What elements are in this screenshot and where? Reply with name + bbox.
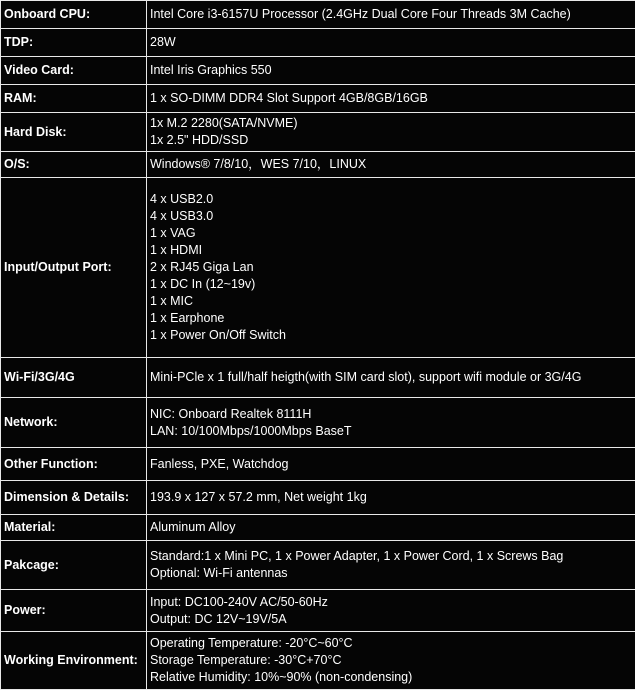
spec-value (147, 178, 635, 358)
spec-value (147, 515, 635, 541)
spec-row-package (1, 541, 635, 590)
spec-value (147, 85, 635, 113)
spec-value-line: Fanless, PXE, Watchdog (150, 456, 632, 473)
spec-value-line: Mini-PCle x 1 full/half heigth(with SIM card slot), support wifi module or 3G/4G (150, 369, 632, 386)
spec-value (147, 113, 635, 152)
spec-row-dimension (1, 481, 635, 515)
spec-label: TDP: (1, 29, 147, 57)
spec-value-line: 1 x Earphone (150, 310, 632, 327)
spec-value-line: Standard:1 x Mini PC, 1 x Power Adapter, 1 x Power Cord, 1 x Screws Bag (150, 548, 632, 565)
spec-value (147, 398, 635, 448)
spec-value (147, 481, 635, 515)
spec-value-line: 1 x SO-DIMM DDR4 Slot Support 4GB/8GB/16GB (150, 90, 632, 107)
spec-value-line: 1x 2.5" HDD/SSD (150, 132, 632, 149)
spec-table-body (1, 1, 635, 690)
spec-row-os (1, 152, 635, 178)
spec-row-io-port (1, 178, 635, 358)
spec-value-line: Windows® 7/8/10，WES 7/10，LINUX (150, 156, 632, 173)
spec-value-line: Input: DC100-240V AC/50-60Hz (150, 594, 632, 611)
spec-value-line: Output: DC 12V~19V/5A (150, 611, 632, 628)
spec-value-line: 4 x USB2.0 (150, 191, 632, 208)
spec-value-line: 193.9 x 127 x 57.2 mm, Net weight 1kg (150, 489, 632, 506)
spec-row-power (1, 590, 635, 632)
spec-row-ram (1, 85, 635, 113)
spec-value-line: 2 x RJ45 Giga Lan (150, 259, 632, 276)
spec-row-hard-disk (1, 113, 635, 152)
spec-value-line: 4 x USB3.0 (150, 208, 632, 225)
spec-row-wifi (1, 358, 635, 398)
spec-value-line: Intel Core i3-6157U Processor (2.4GHz Dual Core Four Threads 3M Cache) (150, 6, 632, 23)
spec-value-line: LAN: 10/100Mbps/1000Mbps BaseT (150, 423, 632, 440)
spec-label: RAM: (1, 85, 147, 113)
spec-value-line: Relative Humidity: 10%~90% (non-condensing) (150, 669, 632, 686)
spec-label: Power: (1, 590, 147, 632)
spec-label: Hard Disk: (1, 113, 147, 152)
spec-row-video-card (1, 57, 635, 85)
spec-row-network (1, 398, 635, 448)
spec-value-line: 1 x MIC (150, 293, 632, 310)
spec-row-working-environment (1, 632, 635, 690)
spec-label: Working Environment: (1, 632, 147, 690)
spec-value-line: 1 x HDMI (150, 242, 632, 259)
spec-value (147, 29, 635, 57)
spec-value-line: Optional: Wi-Fi antennas (150, 565, 632, 582)
spec-label: Dimension & Details: (1, 481, 147, 515)
spec-row-other-function (1, 448, 635, 481)
spec-label: Wi-Fi/3G/4G (1, 358, 147, 398)
spec-value-line: Aluminum Alloy (150, 519, 632, 536)
spec-value-line: Storage Temperature: -30°C+70°C (150, 652, 632, 669)
spec-value (147, 590, 635, 632)
spec-row-onboard-cpu (1, 1, 635, 29)
spec-value-line: NIC: Onboard Realtek 8111H (150, 406, 632, 423)
spec-label: O/S: (1, 152, 147, 178)
spec-label: Input/Output Port: (1, 178, 147, 358)
spec-value (147, 358, 635, 398)
spec-label: Pakcage: (1, 541, 147, 590)
spec-label: Network: (1, 398, 147, 448)
spec-value (147, 1, 635, 29)
spec-label: Other Function: (1, 448, 147, 481)
spec-value (147, 448, 635, 481)
spec-value-line: 1 x Power On/Off Switch (150, 327, 632, 344)
spec-value (147, 541, 635, 590)
spec-row-tdp (1, 29, 635, 57)
spec-label: Onboard CPU: (1, 1, 147, 29)
spec-value-line: 28W (150, 34, 632, 51)
spec-value (147, 57, 635, 85)
spec-value-line: 1 x VAG (150, 225, 632, 242)
spec-label: Material: (1, 515, 147, 541)
spec-value (147, 152, 635, 178)
spec-value-line: Intel Iris Graphics 550 (150, 62, 632, 79)
spec-value-line: Operating Temperature: -20°C~60°C (150, 635, 632, 652)
spec-row-material (1, 515, 635, 541)
spec-value-line: 1 x DC In (12~19v) (150, 276, 632, 293)
spec-value-line: 1x M.2 2280(SATA/NVME) (150, 115, 632, 132)
spec-label: Video Card: (1, 57, 147, 85)
spec-value (147, 632, 635, 690)
